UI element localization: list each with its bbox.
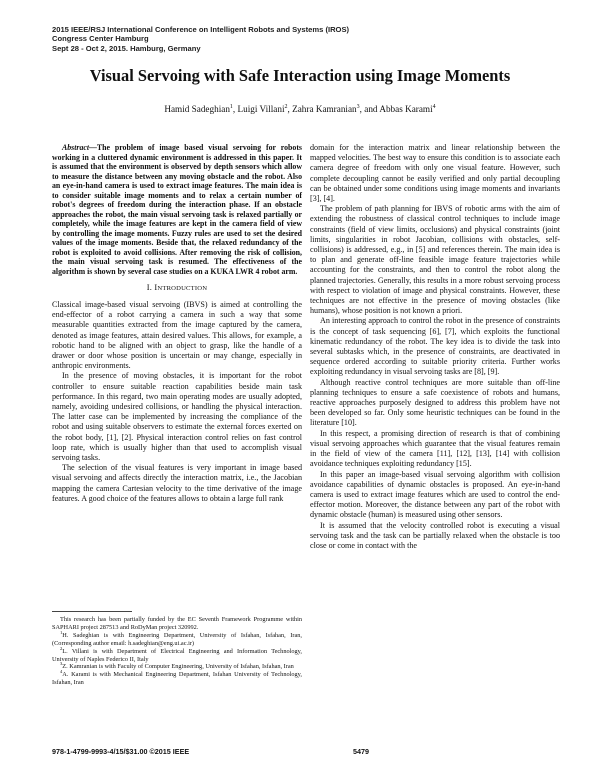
abstract-dash: — [89,143,97,152]
author-affiliation-mark: 2 [284,103,288,110]
author-list [0,104,600,115]
section-number: I. [146,283,153,292]
author-name: Luigi Villani [237,104,285,114]
section-title-rest: NTRODUCTION [157,285,208,292]
page-number: 5479 [353,747,369,756]
author-separator: , and [359,104,380,114]
author [292,104,379,114]
body-paragraph: The selection of the visual features is very important in image based visual servoing and affects directly the interaction matrix, i.e., the Jacobian mapping the camera Cartesian velocity to the time derivative of the image features. A good choice of the features allows to obtain a large full rank [52,463,302,503]
left-column [52,143,302,504]
footnote-mark: 1 [60,629,63,635]
footnote-affiliation [52,629,302,648]
footnote-text: This research has been partially funded by the EC Seventh Framework Programme within SAPHARI project 287513 and RoDyMan project 320992. [52,616,302,631]
abstract-label: Abstract [62,143,90,152]
author [379,104,435,114]
author-affiliation-mark: 1 [229,103,233,110]
footnote-text: A. Karami is with Mechanical Engineering Department, Isfahan University of Technology, Isfahan, Iran [52,671,302,687]
body-paragraph: In this respect, a promising direction of research is that of combining visual servoing approaches which guarantee that the visual features remain in the field of view of the camera [11], [12], [13], [14] with collision avoidance techniques exploiting redundancy [15]. [310,428,560,469]
footnote-text: L. Villani is with Department of Electrical Engineering and Information Technology, University of Naples Federico II, Italy [52,647,302,663]
conference-dates: Sept 28 - Oct 2, 2015. Hamburg, Germany [52,43,201,53]
footnote-funding [52,616,302,632]
footer-isbn: 978-1-4799-9993-4/15/$31.00 ©2015 IEEE [52,747,190,756]
section-title-initial: I [154,283,158,292]
author-separator: , [287,104,293,114]
author-name: Abbas Karami [379,104,433,114]
section-heading-introduction [52,283,302,294]
conference-name: 2015 IEEE/RSJ International Conference on Intelligent Robots and Systems (IROS) [52,25,350,34]
author-name: Hamid Sadeghian [164,104,230,114]
author-affiliation-mark: 3 [356,103,360,110]
abstract-text: The problem of image based visual servoing for robots working in a cluttered dynamic environment is addressed in this paper. It is assumed that the environment is observed by depth sensors which allow to measure the distance between any moving obstacle and the robot. Also an eye-in-hand camera is used to extract image features. The main idea is to consider suitable image moments and to relax a certain number of robot's degrees of freedom during the interaction phase. If an obstacle approaches the robot, the main visual servoing task is relaxed partially or completely, while the image features are kept in the camera field of view by controlling the image moments. Fuzzy rules are used to set the desired values of the image moments. Beside that, the relaxed redundancy of the robot is exploited to avoid collisions. After removing the risk of collision, the main visual servoing task is resumed. The effectiveness of the algorithm is shown by several case studies on a KUKA LWR 4 robot arm. [52,143,302,276]
footnotes [52,616,302,687]
body-paragraph: In the presence of moving obstacles, it is important for the robot controller to ensure suitable reaction capabilities beside main task performance. In this regard, two main operating modes are usually adopted, namely, avoiding undesired collisions, or handling the physical interaction. The latter case can be implemented by increasing the compliance of the robot and using suitable observers to estimate the external forces exerted on the robot body, [1], [2]. Physical interaction control relies on fast control loop rate, which is usually higher than that used to accomplish visual servoing tasks. [52,371,302,463]
conference-venue: Congress Center Hamburg [52,34,149,44]
footnote-text: Z. Kamranian is with Faculty of Computer Engineering, University of Isfahan, Isfahan, Iran [62,663,294,671]
author-affiliation-mark: 4 [432,103,436,110]
body-paragraph: It is assumed that the velocity controlled robot is executing a visual servoing task and the task can be partially relaxed when the obstacle is too close or come in contact with the [310,520,560,550]
author [164,104,237,114]
body-paragraph: The problem of path planning for IBVS of robotic arms with the aim of extending the robustness of classical control techniques to include image constraints (field of view limits, occlusions) and physical constraints (joint limits, singularities in robot Jacobian, collisions with obstacles, self-collisions) is addressed, e.g., in [5] and references therein. The main idea is to plan and generate off-line feasible image feature trajectories while accounting for the constraints, and then to control the robot along the planned trajectories. Generally, this results in a more robust servoing process with respect to violation of image and physical constraints. However, these techniques are not effective in the presence of moving obstacles (like humans), whose position is not known a priori. [310,204,560,316]
author-name: Zahra Kamranian [292,104,357,114]
paper-title: Visual Servoing with Safe Interaction using Image Moments [89,66,511,85]
author [238,104,293,114]
footnote-affiliation [52,671,302,687]
footnote-text: H. Sadeghian is with Engineering Department, University of Isfahan, Isfahan, Iran, (Corresponding author email: h.sadeghian@eng.ui.ac.ir) [52,631,302,647]
abstract [52,143,302,276]
footnote-mark: 4 [60,669,63,675]
conference-header [52,25,552,53]
body-paragraph: domain for the interaction matrix and linear relationship between the mapped velocities. The best way to ensure this condition is to associate each camera degree of freedom with only one visual feature. However, such complete decoupling cannot be easily verified and only partial decoupling can be obtained under some conditions using image moments and invariants [3], [4]. [310,143,560,204]
body-paragraph: Although reactive control techniques are more suitable than off-line planning techniques to ensure a safe coexistence of robots and humans, reactive approaches purposely designed to address this problem have not been developed so far. Only some heuristic techniques can be found in the literature [10]. [310,377,560,428]
right-column [310,143,560,551]
body-paragraph: In this paper an image-based visual servoing algorithm with collision avoidance capabilities of dynamic obstacles is proposed. An eye-in-hand camera is used to extract image features which are used to control the end-effector motion. Moreover, the distance between any part of the robot with dynamic obstacle (human) is measured using other sensors. [310,469,560,520]
footnote-mark: 2 [60,645,63,651]
body-paragraph: An interesting approach to control the robot in the presence of constraints is the concept of task sequencing [6], [7], which exploits the functional kinematic redundancy of the robot. The key idea is to divide the task into several subtasks which, in the presence of constraints, are deactivated in sequence ordered according to suitable priority criteria. Further works exploiting redundancy in visual servoing tasks are [8], [9]. [310,316,560,377]
body-paragraph: Classical image-based visual servoing (IBVS) is aimed at controlling the end-effector of a robot carrying a camera in such a way that some measurable quantities extracted from the image captured by the camera, denoted as image features, attain desired values. This allows, for example, a robotic hand to be aligned with an object to grasp, like the handle of a drawer or door whose position is uncertain or may change, especially in anthropic environments. [52,300,302,371]
author-separator: , [232,104,238,114]
footnote-mark: 3 [60,661,63,667]
footnote-divider [52,611,132,612]
